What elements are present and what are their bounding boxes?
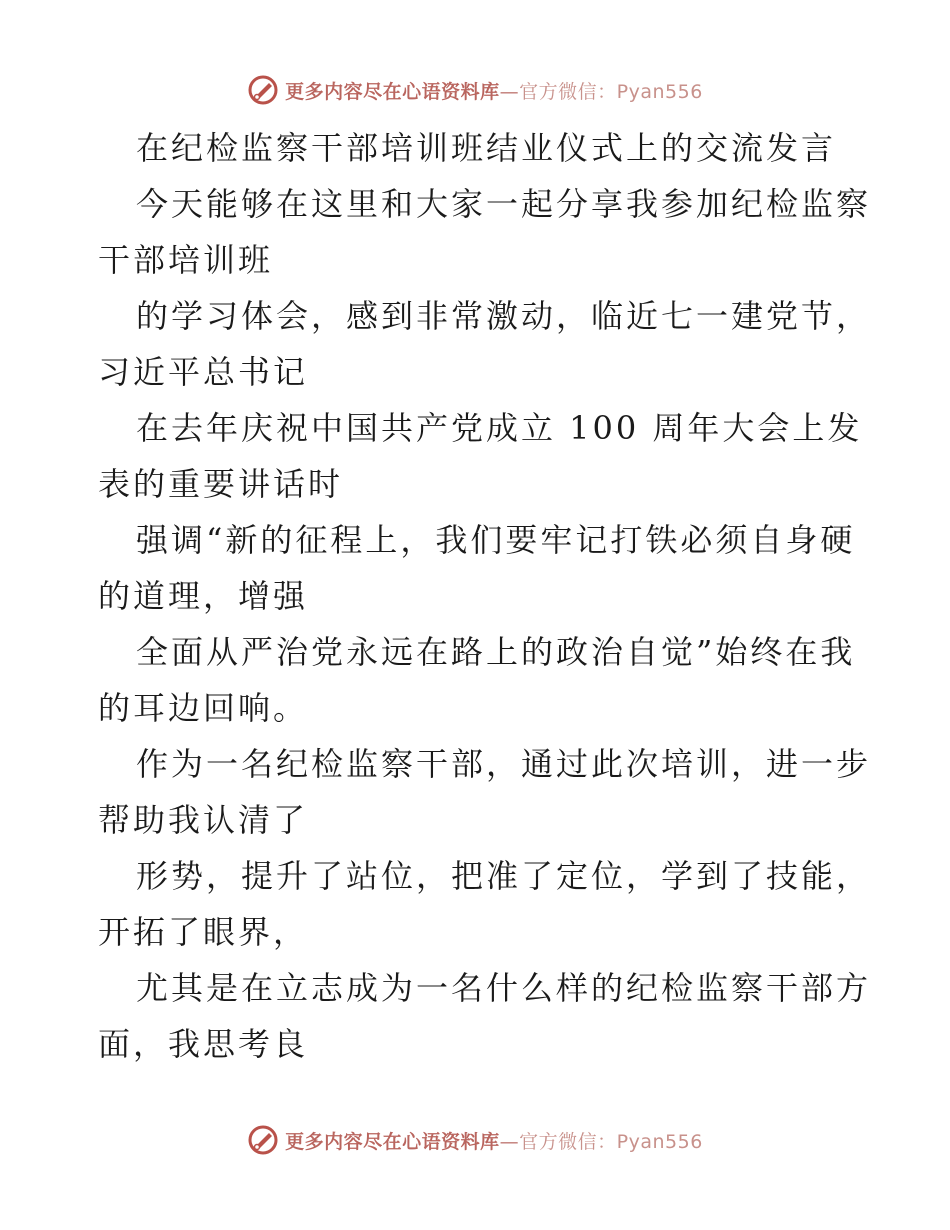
text-line: 干部培训班: [98, 241, 274, 279]
banner-lead: 更多内容尽在心语资料库: [285, 80, 500, 103]
text-line: 习近平总书记: [98, 353, 309, 391]
banner-lead: 更多内容尽在心语资料库: [285, 1130, 500, 1153]
banner-text: [285, 1127, 703, 1154]
text-line: 的道理，增强: [98, 577, 309, 615]
banner-wechat: 官方微信：Pyan556: [519, 1130, 703, 1153]
banner-separator: —: [499, 80, 520, 103]
text-line: 尤其是在立志成为一名什么样的纪检监察干部方: [136, 969, 872, 1007]
text-line: 形势，提升了站位，把准了定位，学到了技能，: [136, 857, 872, 895]
text-line: 今天能够在这里和大家一起分享我参加纪检监察: [136, 185, 872, 223]
header-banner: [0, 70, 950, 110]
text-line: 全面从严治党永远在路上的政治自觉”始终在我: [136, 633, 856, 671]
text-line: 在纪检监察干部培训班结业仪式上的交流发言: [136, 129, 837, 167]
logo-icon: [247, 1124, 279, 1156]
text-line: 的耳边回响。: [98, 689, 309, 727]
banner-separator: —: [499, 1130, 520, 1153]
text-line: 作为一名纪检监察干部，通过此次培训，进一步: [136, 745, 872, 783]
banner-wechat: 官方微信：Pyan556: [519, 80, 703, 103]
text-line: 在去年庆祝中国共产党成立 100 周年大会上发: [136, 409, 863, 447]
text-line: 面，我思考良: [98, 1025, 309, 1063]
text-line: 的学习体会，感到非常激动，临近七一建党节，: [136, 297, 872, 335]
document-body: [98, 120, 872, 1072]
text-line: 表的重要讲话时: [98, 465, 344, 503]
text-line: 开拓了眼界，: [98, 913, 309, 951]
logo-icon: [247, 74, 279, 106]
text-line: 帮助我认清了: [98, 801, 309, 839]
text-line: 强调“新的征程上，我们要牢记打铁必须自身硬: [136, 521, 856, 559]
footer-banner: [0, 1120, 950, 1160]
banner-text: [285, 77, 703, 104]
